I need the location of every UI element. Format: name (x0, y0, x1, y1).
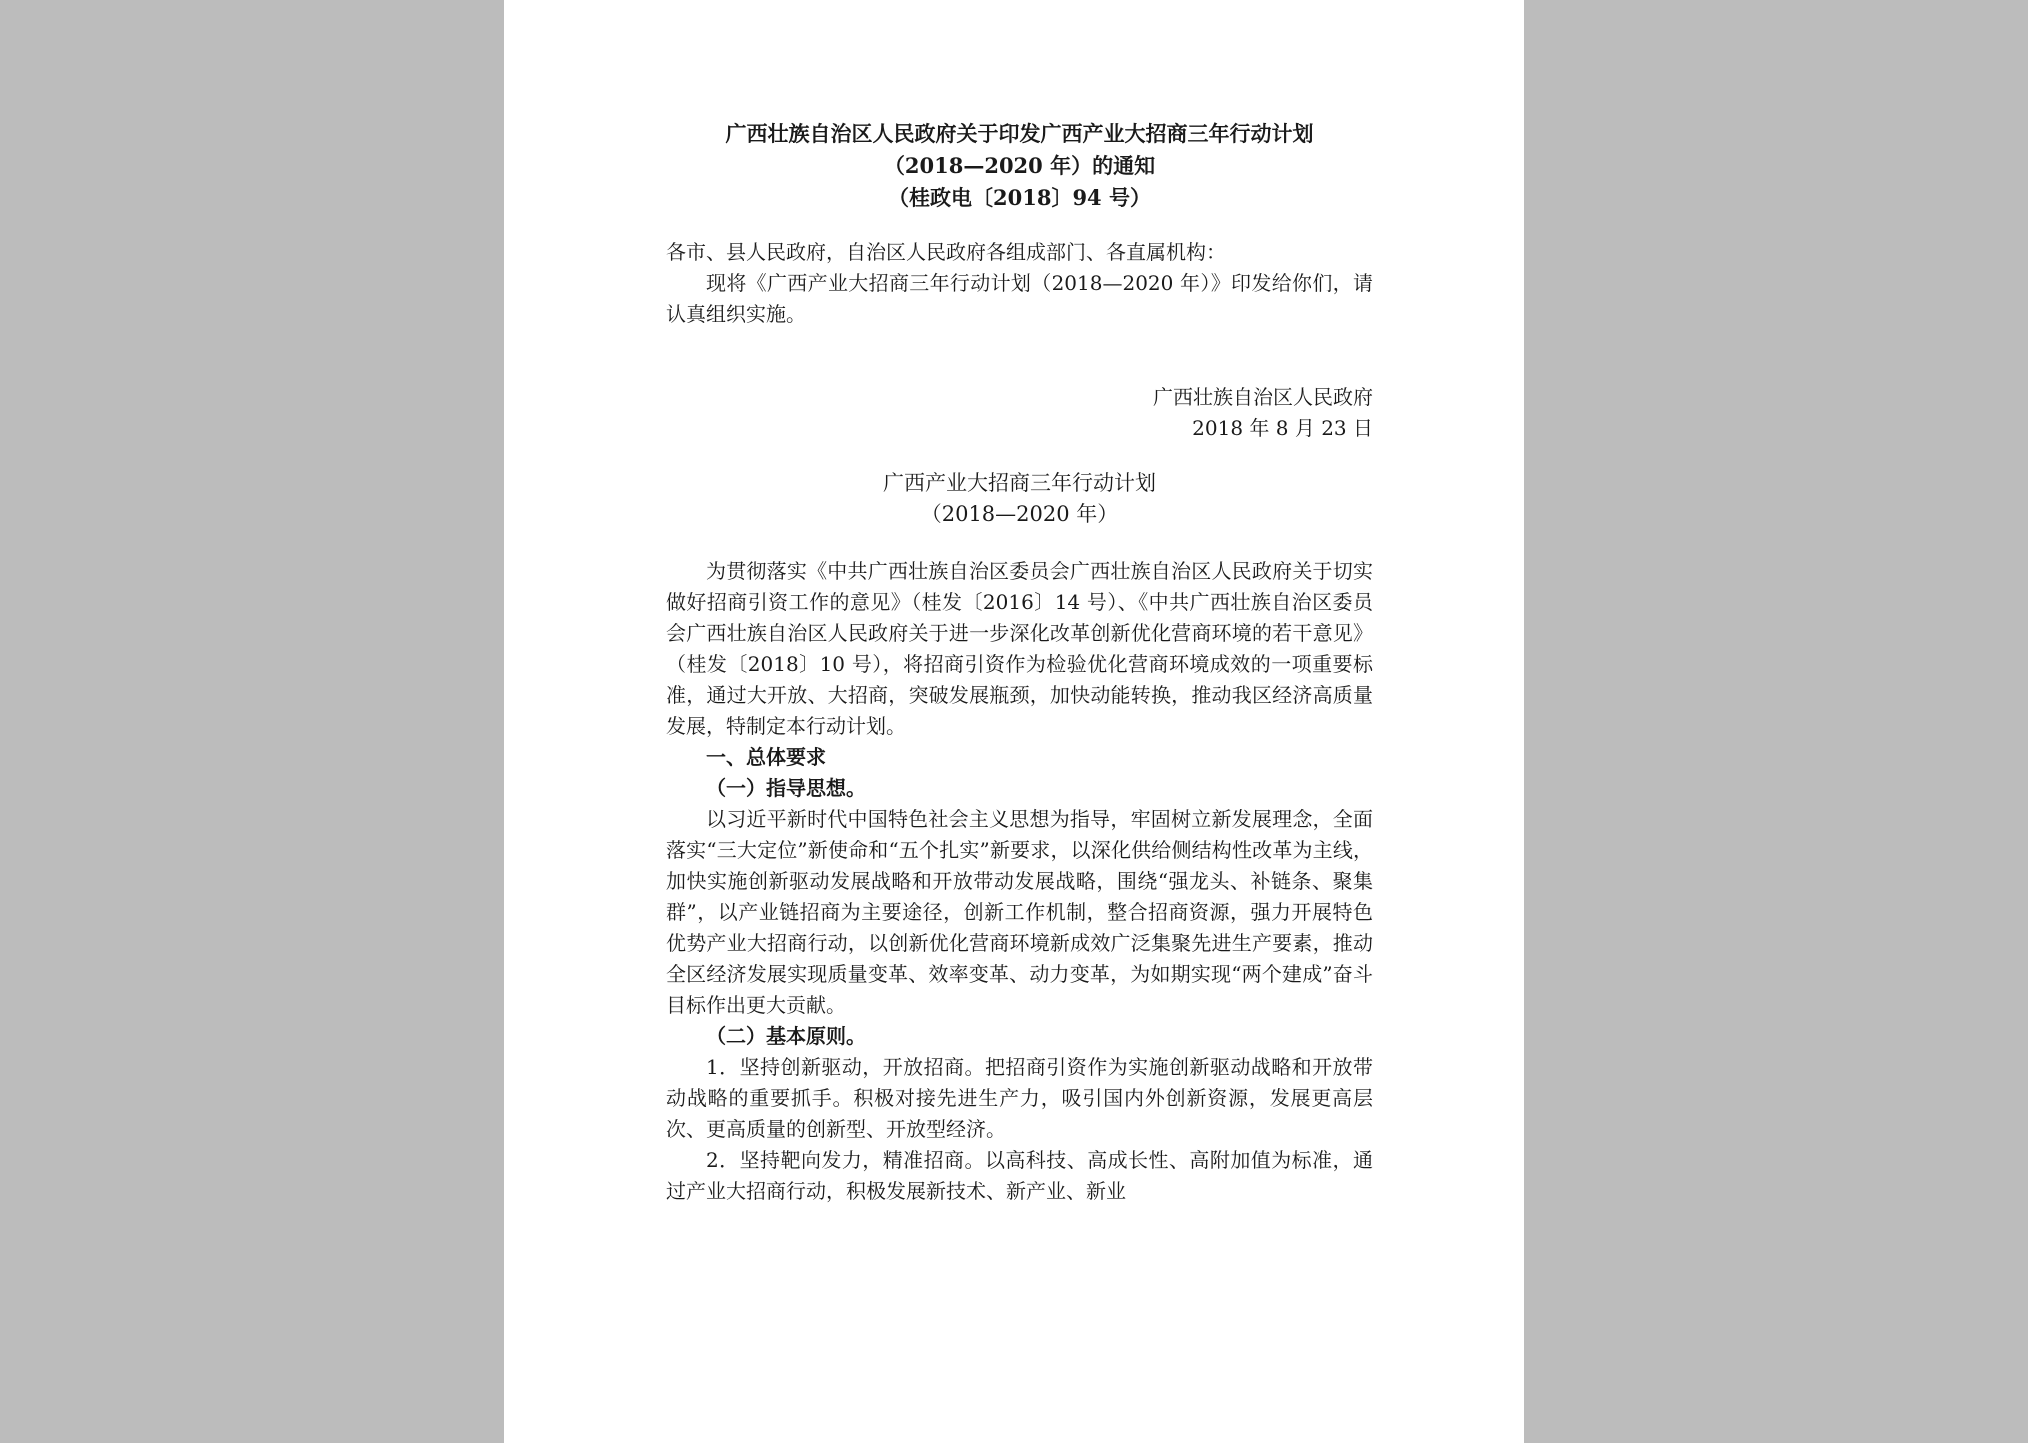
section-heading-general-requirements: 一、总体要求 (706, 745, 826, 769)
principle-1-paragraph: 1．坚持创新驱动，开放招商。把招商引资作为实施创新驱动战略和开放带动战略的重要抓手。积极对接先进生产力，吸引国内外创新资源，发展更高层次、更高质量的创新型、开放型经济。 (666, 1055, 1373, 1141)
notice-title-line1: 广西壮族自治区人民政府关于印发广西产业大招商三年行动计划 (725, 121, 1314, 146)
notice-paragraph: 现将《广西产业大招商三年行动计划（2018—2020 年）》印发给你们，请认真组织实施。 (666, 271, 1373, 326)
subsection-heading-basic-principles: （二）基本原则。 (706, 1024, 866, 1048)
salutation: 各市、县人民政府，自治区人民政府各组成部门、各直属机构： (666, 240, 1226, 264)
plan-subtitle: （2018—2020 年） (920, 502, 1119, 526)
signature-org: 广西壮族自治区人民政府 (1153, 385, 1373, 409)
signature-date: 2018 年 8 月 23 日 (1192, 416, 1373, 440)
plan-title-block (666, 468, 1373, 530)
intro-paragraph: 为贯彻落实《中共广西壮族自治区委员会广西壮族自治区人民政府关于切实做好招商引资工作的意见》（桂发〔2016〕14 号）、《中共广西壮族自治区委员会广西壮族自治区人民政府关于进一步深化改革创新优化营商环境的若干意见》（桂发〔2018〕10 号），将招商引资作为检验优化营商环境成效的一项重要标准，通过大开放、大招商，突破发展瓶颈，加快动能转换，推动我区经济高质量发展，特制定本行动计划。 (666, 559, 1373, 738)
plan-title: 广西产业大招商三年行动计划 (883, 471, 1156, 495)
guiding-ideology-paragraph: 以习近平新时代中国特色社会主义思想为指导，牢固树立新发展理念，全面落实“三大定位”新使命和“五个扎实”新要求，以深化供给侧结构性改革为主线，加快实施创新驱动发展战略和开放带动发展战略，围绕“强龙头、补链条、聚集群”，以产业链招商为主要途径，创新工作机制，整合招商资源，强力开展特色优势产业大招商行动，以创新优化营商环境新成效广泛集聚先进生产要素，推动全区经济发展实现质量变革、效率变革、动力变革，为如期实现“两个建成”奋斗目标作出更大贡献。 (666, 807, 1373, 1017)
document-page (504, 0, 1524, 1443)
plan-body (666, 556, 1373, 1207)
document-content (666, 118, 1373, 1207)
notice-title (666, 118, 1373, 214)
subsection-heading-guiding-ideology: （一）指导思想。 (706, 776, 866, 800)
notice-title-line2: （2018—2020 年）的通知 (883, 153, 1156, 178)
principle-2-paragraph: 2．坚持靶向发力，精准招商。以高科技、高成长性、高附加值为标准，通过产业大招商行动，积极发展新技术、新产业、新业 (666, 1148, 1373, 1203)
document-number: （桂政电〔2018〕94 号） (888, 185, 1151, 210)
signature-block (666, 382, 1373, 444)
